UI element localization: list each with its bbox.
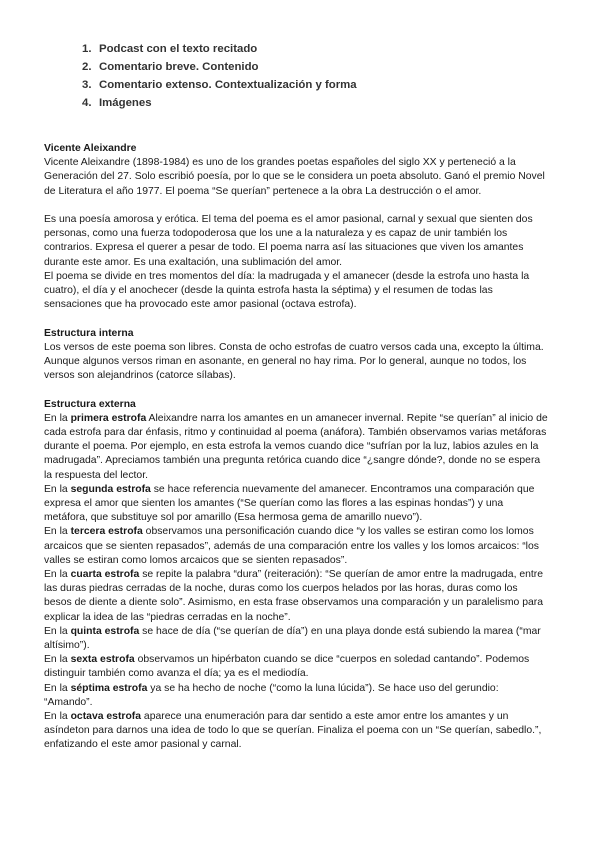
toc-item-label: Imágenes: [99, 97, 152, 109]
summary-paragraph-1: Es una poesía amorosa y erótica. El tema del poema es el amor pasional, carnal y sexual que sienten dos personas, como una fuerza todopoderosa que los une a la naturaleza y es capaz de unir también los contrarios. Expresa el querer a pesar de todo. El poema narra así las situaciones que viven los amantes durante este amor. Es una exaltación, una sublimación del amor.: [44, 214, 533, 268]
stanza-paragraph-6: En la sexta estrofa observamos un hipérbaton cuando se dice “cuerpos en soledad cantando”. Podemos distinguir también como avanza el día; ya es el mediodía.: [44, 654, 530, 680]
stanza-paragraph-2: En la segunda estrofa se hace referencia nuevamente del amanecer. Encontramos una comparación que expresa el amor que sienten los amantes (“Se querían como las flores a las espinas hondas”) y una metáfora, que substituye sol por amarillo (Esa hermosa gema de amarillo nuevo”).: [44, 483, 535, 524]
stanza-label: cuarta estrofa: [70, 569, 140, 581]
stanza-paragraph-1: En la primera estrofa Aleixandre narra los amantes en un amanecer invernal. Repite “se querían” al inicio de cada estrofa para dar énfasis, ritmo y continuidad al poema (anáfora). También observamos varias metáforas durante el poema. Por ejemplo, en esta estrofa la vemos cuando dice “sufrían por la luz, labios azules en la madrugada”. Apreciamos también una pregunta retórica cuando dice “¿sangre dónde?, donde no se espera la respuesta del lector.: [44, 412, 548, 481]
stanza-paragraph-7: En la séptima estrofa ya se ha hecho de noche (“como la luna lúcida”). Se hace uso del gerundio: “Amando”.: [44, 682, 499, 708]
stanza-paragraph-3: En la tercera estrofa observamos una personificación cuando dice “y los valles se estiran como los lomos arcaicos que se sienten repasados”, además de una comparación entre los valles y los lomos arcaicos: “los valles se estiran como lomos arcaicos que se sienten repasados”.: [44, 526, 539, 566]
stanza-paragraph-4: En la cuarta estrofa se repite la palabra “dura” (reiteración): “Se querían de amor entre la madrugada, entre las duras piedras cerradas de la noche, duras como los cuerpos helados por las horas, duras como los besos de diente a diente solo”. Asimismo, en esta frase observamos una comparación y un paralelismo para explicar la idea de las “piedras cerradas en la noche”.: [44, 569, 544, 623]
toc-item: 3. Comentario extenso. Contextualización y forma: [82, 79, 357, 91]
stanza-label: octava estrofa: [70, 711, 142, 723]
bio-heading: Vicente Aleixandre: [44, 143, 137, 154]
stanza-label: segunda estrofa: [70, 483, 151, 495]
stanza-paragraph-5: En la quinta estrofa se hace de día (“se querían de día”) en una playa donde está subiendo la marea (“mar altísimo”).: [44, 625, 541, 652]
stanza-label: tercera estrofa: [70, 526, 143, 538]
external-structure-heading: Estructura externa: [44, 398, 136, 410]
toc-item: 2. Comentario breve. Contenido: [82, 61, 259, 73]
stanza-label: primera estrofa: [70, 412, 147, 424]
summary-paragraph-2: El poema se divide en tres momentos del día: la madrugada y el amanecer (desde la estrofa uno hasta la cuatro), el día y el anochecer (desde la quinta estrofa hasta la séptima) y el resumen de todas las sensaciones que ha provocado este amor pasional (octava estrofa).: [44, 270, 530, 311]
stanza-label: quinta estrofa: [70, 625, 140, 637]
toc-item: 1. Podcast con el texto recitado: [82, 43, 258, 55]
toc-item: 4. Imágenes: [82, 97, 152, 109]
table-of-contents: [82, 40, 548, 112]
stanza-paragraph-8: En la octava estrofa aparece una enumeración para dar sentido a este amor entre los amantes y un asíndeton para darnos una idea de todo lo que se querían. Finaliza el poema con un “Se querían, sabedlo.”, enfatizando el este amor pasional y carnal.: [44, 711, 542, 751]
bio-paragraph: Vicente Aleixandre (1898-1984) es uno de los grandes poetas españoles del siglo XX y perteneció a la Generación del 27. Solo escribió poesía, por lo que se le considera un poeta absoluto. Ganó el premio Novel de Literatura el año 1977. El poema “Se querían” pertenece a la obra La destrucción o el amor.: [44, 157, 545, 197]
toc-item-label: Comentario extenso. Contextualización y forma: [99, 79, 357, 91]
toc-item-label: Comentario breve. Contenido: [99, 61, 259, 73]
internal-structure-heading: Estructura interna: [44, 327, 134, 339]
internal-structure-paragraph: Los versos de este poema son libres. Consta de ocho estrofas de cuatro versos cada una, excepto la última. Aunque algunos versos riman en asonante, en general no hay rima. Por lo general, aunque no todos, los versos son alejandrinos (catorce sílabas).: [44, 341, 544, 382]
toc-item-label: Podcast con el texto recitado: [99, 43, 258, 55]
stanza-label: sexta estrofa: [70, 654, 135, 666]
stanza-label: séptima estrofa: [70, 682, 148, 694]
